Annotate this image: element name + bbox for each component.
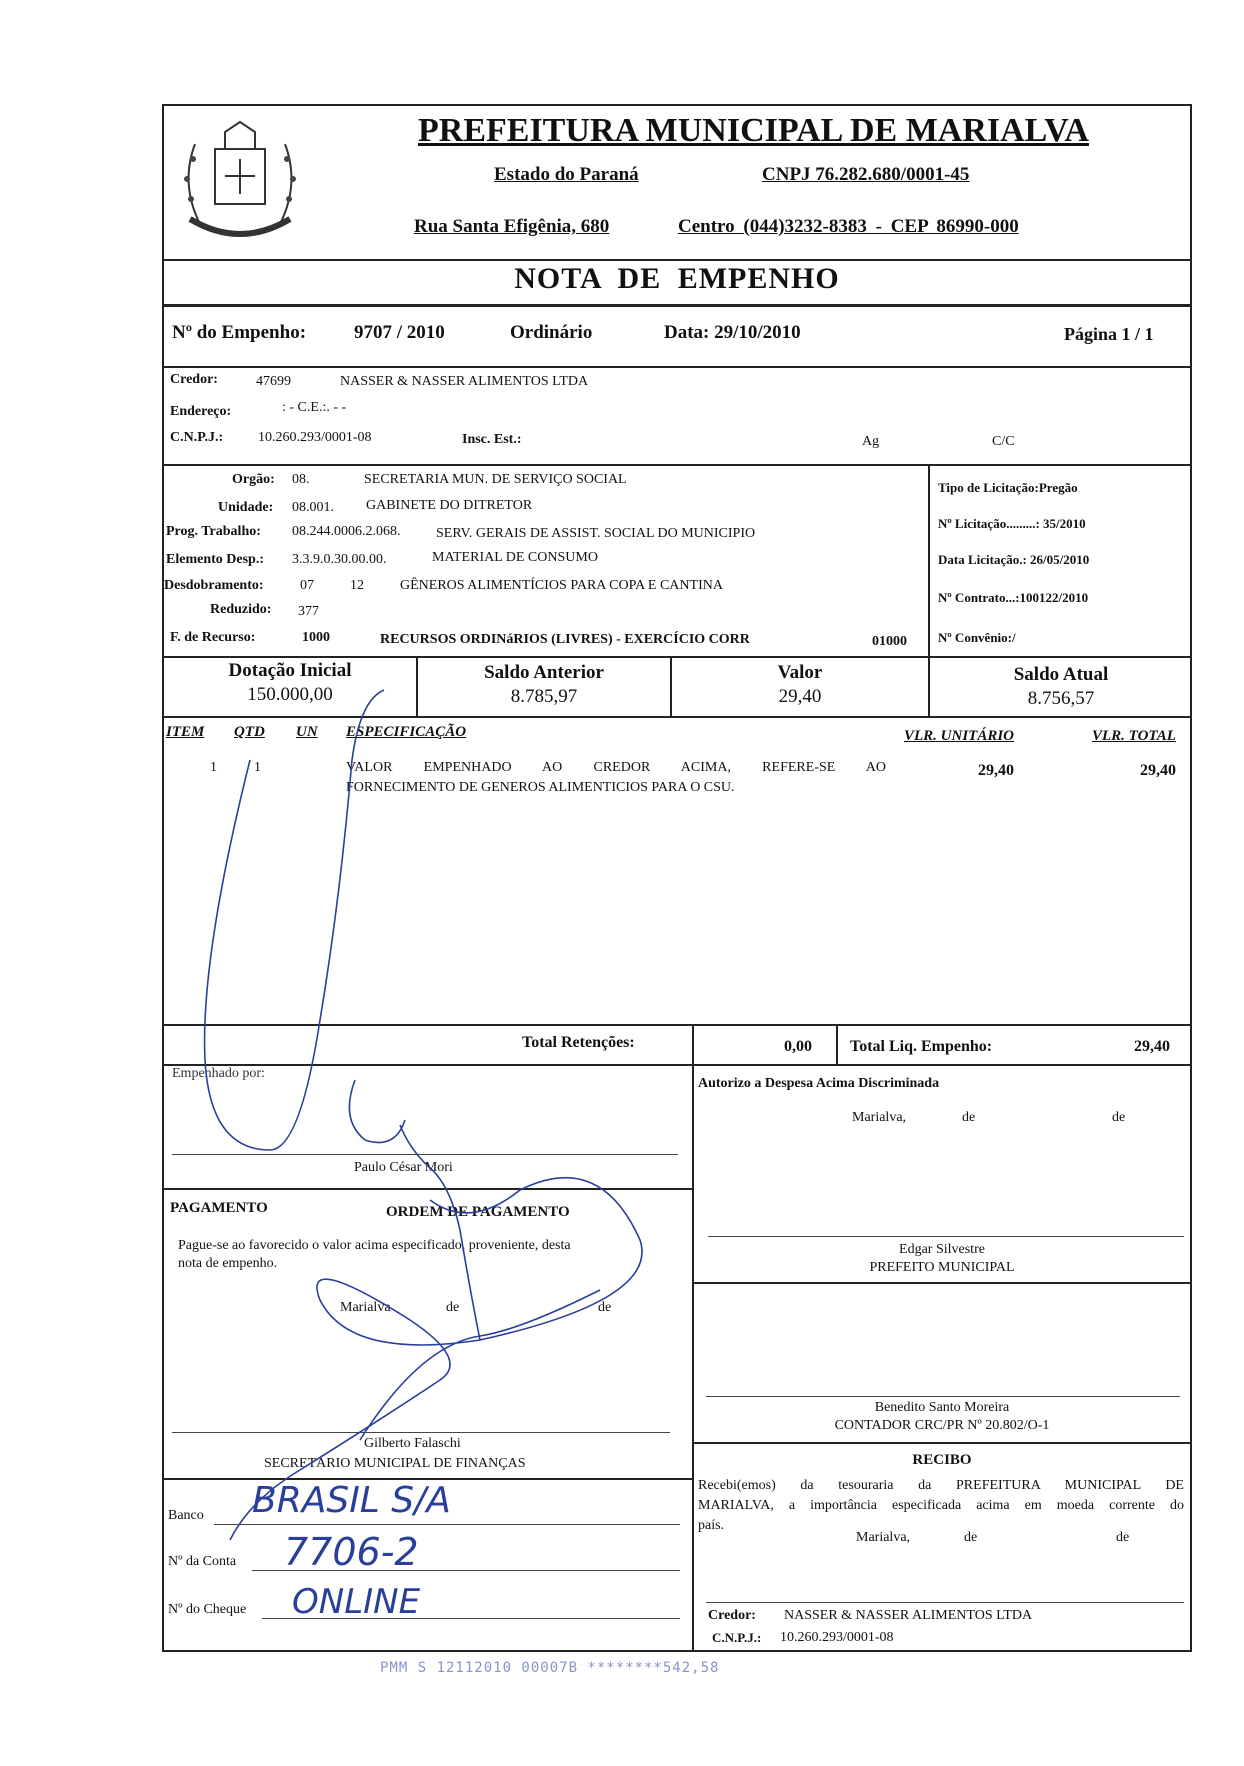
col-especificacao: ESPECIFICAÇÃO [346,724,467,740]
recibo-de1: de [964,1530,978,1545]
credor-cnpj: 10.260.293/0001-08 [258,430,372,445]
col-vlr-unitario: VLR. UNITÁRIO [904,728,1015,744]
contact-info: Centro (044)3232-8383 - CEP 86990-000 [678,216,1019,237]
prefeito-name: Edgar Silvestre [899,1242,985,1257]
recibo-text-line2: MARIALVA, a importância especificada acima em moeda corrente do [698,1498,1184,1513]
prog-trabalho-name: SERV. GERAIS DE ASSIST. SOCIAL DO MUNICIPIO [436,526,756,541]
saldo-atual-value: 8.756,57 [1027,688,1095,709]
saldo-anterior-value: 8.785,97 [510,686,578,707]
pagamento-label: PAGAMENTO [170,1200,268,1216]
empenhado-por-label: Empenhado por: [172,1066,265,1081]
pagamento-text-line2: nota de empenho. [178,1256,278,1271]
recibo-credor-label: Credor: [708,1608,756,1623]
orgao-name: SECRETARIA MUN. DE SERVIÇO SOCIAL [364,472,627,487]
municipality-cnpj: CNPJ 76.282.680/0001-45 [762,164,970,185]
autorizo-de1: de [962,1110,976,1125]
item-qtd: 1 [254,760,261,775]
ordem-pagamento-label: ORDEM DE PAGAMENTO [386,1204,570,1220]
secretario-name: Gilberto Falaschi [364,1436,461,1451]
recibo-credor-name: NASSER & NASSER ALIMENTOS LTDA [784,1608,1033,1623]
prog-trabalho-label: Prog. Trabalho: [166,524,261,539]
unidade-label: Unidade: [218,500,274,515]
desdobramento-b: 12 [350,578,364,593]
credor-code: 47699 [256,374,291,389]
street-address: Rua Santa Efigênia, 680 [414,216,610,237]
page-number: Página 1 / 1 [1064,324,1154,344]
col-qtd: QTD [234,724,265,740]
secretario-cargo: SECRETÁRIO MUNICIPAL DE FINANÇAS [264,1456,526,1471]
empenho-date: Data: 29/10/2010 [664,322,801,343]
elemento-code: 3.3.9.0.30.00.00. [292,552,387,567]
coat-of-arms-seal [165,104,315,254]
autorizo-de2: de [1112,1110,1126,1125]
prog-trabalho-code: 08.244.0006.2.068. [292,524,401,539]
pagamento-de2: de [598,1300,612,1315]
licitacao-tipo: Tipo de Licitação:Pregão [938,480,1078,495]
contrato-numero: Nº Contrato...:100122/2010 [938,590,1089,605]
orgao-label: Orgão: [232,472,275,487]
unidade-name: GABINETE DO DITRETOR [366,498,533,513]
insc-est-label: Insc. Est.: [462,432,522,447]
col-vlr-total: VLR. TOTAL [1092,728,1176,744]
credor-address: : - C.E.:. - - [282,400,347,415]
cheque-value: ONLINE [292,1582,421,1622]
empenho-label: Nº do Empenho: [172,322,307,343]
licitacao-data: Data Licitação.: 26/05/2010 [938,552,1090,567]
empenho-number: 9707 / 2010 [354,322,445,343]
total-liq-value: 29,40 [1134,1038,1170,1055]
prefeito-cargo: PREFEITO MUNICIPAL [869,1260,1015,1275]
recurso-label: F. de Recurso: [170,630,256,645]
recibo-cnpj: 10.260.293/0001-08 [780,1630,894,1645]
conta-value: 7706-2 [284,1530,419,1574]
col-un: UN [296,724,318,740]
recurso-number: 01000 [872,634,907,649]
item-number: 1 [210,760,217,775]
dotacao-label: Dotação Inicial [228,660,352,681]
licitacao-numero: Nº Licitação.........: 35/2010 [938,516,1086,531]
municipality-title: PREFEITURA MUNICIPAL DE MARIALVA [418,112,1089,149]
credor-label: Credor: [170,372,218,387]
empenho-type: Ordinário [510,322,593,343]
recibo-cnpj-label: C.N.P.J.: [712,1630,762,1645]
recurso-name: RECURSOS ORDINáRIOS (LIVRES) - EXERCÍCIO CORR [380,632,750,647]
item-total-value: 29,40 [1140,762,1176,779]
conta-label: Nº da Conta [168,1554,237,1569]
unidade-code: 08.001. [292,500,334,515]
orgao-code: 08. [292,472,310,487]
elemento-label: Elemento Desp.: [166,552,264,567]
ag-label: Ag [862,434,880,449]
pagamento-marialva: Marialva [340,1300,391,1315]
pagamento-de1: de [446,1300,460,1315]
recibo-text-line1: Recebi(emos) da tesouraria da PREFEITURA MUNICIPAL DE [698,1478,1184,1493]
reduzido-value: 377 [298,604,319,619]
address-label: Endereço: [170,404,232,419]
saldo-anterior-label: Saldo Anterior [484,662,604,683]
dotacao-value: 150.000,00 [247,684,333,705]
recurso-code: 1000 [302,630,330,645]
valor-label: Valor [777,662,823,683]
desdobramento-a: 07 [300,578,314,593]
banco-value: BRASIL S/A [252,1480,451,1521]
bank-stamp: PMM S 12112010 00007B ********542,58 [380,1660,720,1676]
total-retencoes-label: Total Retenções: [522,1034,635,1051]
contador-cargo: CONTADOR CRC/PR Nº 20.802/O-1 [834,1418,1050,1433]
recibo-text-line3: país. [698,1518,725,1533]
cheque-label: Nº do Cheque [168,1602,247,1617]
contador-name: Benedito Santo Moreira [874,1400,1010,1415]
col-item: ITEM [166,724,205,740]
total-liq-label: Total Liq. Empenho: [850,1038,993,1055]
recibo-de2: de [1116,1530,1130,1545]
cc-label: C/C [992,434,1015,449]
credor-name: NASSER & NASSER ALIMENTOS LTDA [340,374,589,389]
elemento-name: MATERIAL DE CONSUMO [432,550,598,565]
state-name: Estado do Paraná [494,164,639,185]
desdobramento-label: Desdobramento: [164,578,264,593]
document-title: NOTA DE EMPENHO [514,262,840,295]
reduzido-label: Reduzido: [210,602,272,617]
desdobramento-name: GÊNEROS ALIMENTÍCIOS PARA COPA E CANTINA [400,578,723,593]
autorizo-label: Autorizo a Despesa Acima Discriminada [698,1076,940,1091]
saldo-atual-label: Saldo Atual [1013,664,1109,685]
banco-label: Banco [168,1508,204,1523]
credor-cnpj-label: C.N.P.J.: [170,430,224,445]
pagamento-text-line1: Pague-se ao favorecido o valor acima especificado, proveniente, desta [178,1238,571,1253]
item-unit-value: 29,40 [978,762,1014,779]
valor-value: 29,40 [778,686,822,707]
item-spec-line1: VALOR EMPENHADO AO CREDOR ACIMA, REFERE-SE AO [346,760,886,775]
empenhado-por-name: Paulo César Mori [354,1160,453,1175]
total-retencoes-value: 0,00 [784,1038,812,1055]
recibo-title: RECIBO [912,1452,972,1468]
recibo-marialva: Marialva, [856,1530,911,1545]
item-spec-line2: FORNECIMENTO DE GENEROS ALIMENTICIOS PARA O CSU. [346,780,735,795]
convenio-numero: Nº Convênio:/ [938,630,1016,645]
autorizo-marialva: Marialva, [852,1110,907,1125]
